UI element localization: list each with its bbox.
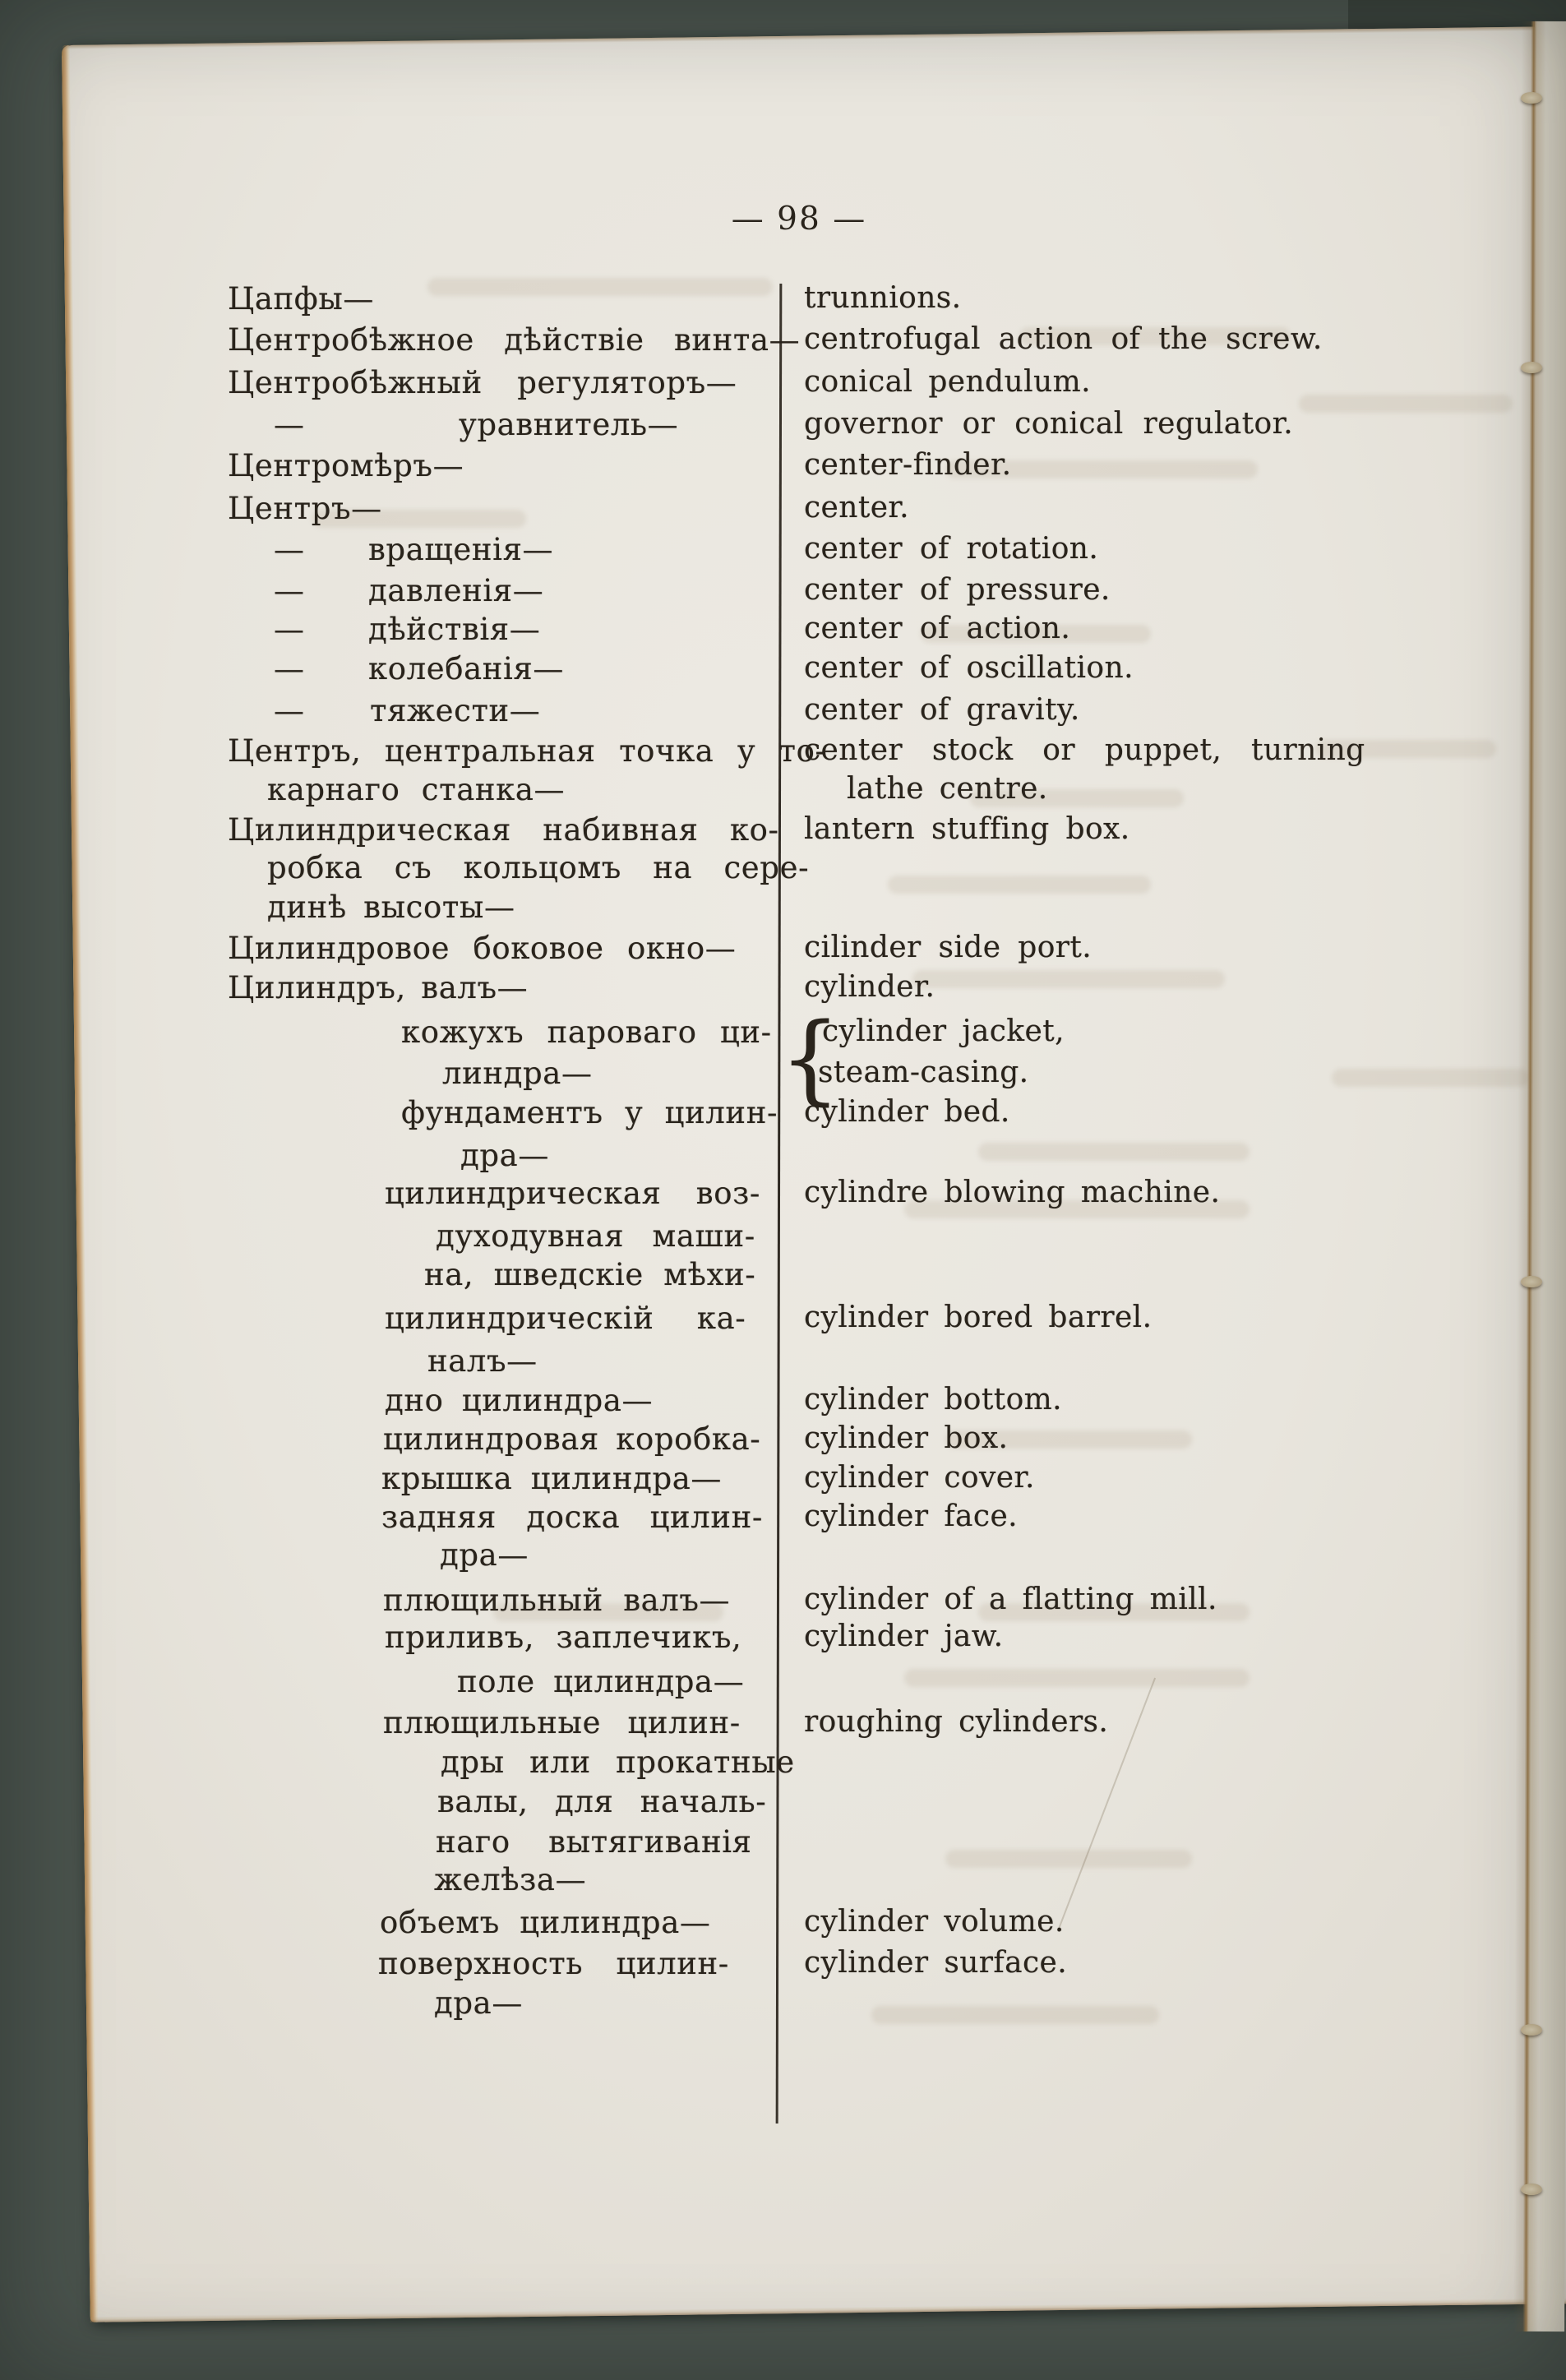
russian-term: Центробѣжное дѣйствіе винта— bbox=[228, 322, 801, 358]
russian-term: — bbox=[274, 407, 305, 442]
russian-term: Цапфы— bbox=[228, 281, 374, 317]
russian-term: колебанія— bbox=[368, 651, 564, 686]
english-translation: center of oscillation. bbox=[804, 651, 1134, 685]
russian-term: наго вытягиванія bbox=[436, 1824, 752, 1860]
english-translation: cylinder surface. bbox=[804, 1946, 1068, 1980]
english-translation: cylinder of a flatting mill. bbox=[804, 1583, 1217, 1616]
english-translation: center. bbox=[804, 491, 909, 525]
entry-brace: { bbox=[779, 1001, 842, 1115]
russian-term: Центръ, центральная точка у то- bbox=[228, 733, 826, 769]
english-translation: cylinder face. bbox=[804, 1500, 1019, 1533]
russian-term: дра— bbox=[440, 1537, 529, 1573]
russian-term: плющильный валъ— bbox=[383, 1583, 731, 1618]
russian-term: плющильные цилин- bbox=[383, 1705, 741, 1740]
russian-term: Центръ— bbox=[228, 491, 382, 526]
russian-term: цилиндрическій ка- bbox=[385, 1301, 746, 1336]
russian-term: робка съ кольцомъ на сере- bbox=[267, 850, 810, 885]
english-translation: cylinder. bbox=[804, 970, 935, 1004]
russian-term: линдра— bbox=[442, 1056, 593, 1091]
russian-term: объемъ цилиндра— bbox=[380, 1905, 711, 1940]
english-translation: center of gravity. bbox=[804, 693, 1080, 727]
russian-term: налъ— bbox=[427, 1343, 538, 1379]
russian-term: Цилиндръ, валъ— bbox=[228, 970, 529, 1005]
russian-term: — bbox=[274, 532, 305, 567]
russian-term: Цилиндровое боковое окно— bbox=[228, 931, 737, 966]
russian-term: карнаго станка— bbox=[267, 772, 566, 807]
english-translation: center of action. bbox=[804, 612, 1071, 645]
russian-term: — bbox=[274, 612, 305, 647]
russian-term: дры или прокатные bbox=[441, 1745, 795, 1780]
english-translation: cylinder bored barrel. bbox=[804, 1301, 1153, 1334]
english-translation: governor or conical regulator. bbox=[804, 407, 1294, 441]
english-translation: center-finder. bbox=[804, 448, 1012, 482]
russian-term: поверхность цилин- bbox=[378, 1946, 729, 1981]
english-translation: steam-casing. bbox=[818, 1056, 1029, 1089]
russian-term: на, шведскіе мѣхи- bbox=[424, 1257, 756, 1292]
english-translation: cylinder jacket, bbox=[822, 1014, 1065, 1048]
english-translation: centrofugal action of the screw. bbox=[804, 322, 1323, 356]
russian-term: крышка цилиндра— bbox=[381, 1461, 723, 1496]
english-translation: cylinder bottom. bbox=[804, 1383, 1063, 1416]
english-translation: cylinder box. bbox=[804, 1421, 1009, 1455]
russian-term: валы, для началь- bbox=[437, 1784, 767, 1819]
russian-term: динѣ высоты— bbox=[267, 890, 515, 925]
russian-term: уравнитель— bbox=[459, 407, 679, 442]
russian-term: давленія— bbox=[368, 573, 544, 608]
russian-term: задняя доска цилин- bbox=[381, 1500, 764, 1535]
russian-term: тяжести— bbox=[370, 693, 541, 728]
russian-term: — bbox=[274, 651, 305, 686]
english-translation: cilinder side port. bbox=[804, 931, 1093, 964]
russian-term: Цилиндрическая набивная ко- bbox=[228, 812, 779, 848]
english-translation: lantern stuffing box. bbox=[804, 812, 1130, 846]
english-translation: roughing cylinders. bbox=[804, 1705, 1109, 1739]
english-translation: conical pendulum. bbox=[804, 365, 1091, 399]
russian-term: цилиндровая коробка- bbox=[383, 1421, 761, 1457]
russian-term: фундаментъ у цилин- bbox=[401, 1095, 778, 1130]
russian-term: цилиндрическая воз- bbox=[385, 1176, 760, 1211]
russian-term: дра— bbox=[434, 1985, 523, 2021]
russian-term: приливъ, заплечикъ, bbox=[385, 1620, 742, 1655]
russian-term: желѣза— bbox=[434, 1862, 587, 1897]
english-translation: center stock or puppet, turning bbox=[804, 733, 1365, 767]
english-translation: center of pressure. bbox=[804, 573, 1111, 607]
russian-term: Центробѣжный регуляторъ— bbox=[228, 365, 737, 400]
russian-term: дно цилиндра— bbox=[385, 1383, 654, 1418]
column-divider-rule bbox=[776, 284, 783, 2124]
english-translation: cylinder jaw. bbox=[804, 1620, 1004, 1653]
english-translation: trunnions. bbox=[804, 281, 962, 315]
russian-term: поле цилиндра— bbox=[457, 1664, 745, 1699]
russian-term: духодувная маши- bbox=[436, 1218, 755, 1254]
english-translation: cylinder bed. bbox=[804, 1095, 1010, 1129]
russian-term: — bbox=[274, 693, 305, 728]
russian-term: Центромѣръ— bbox=[228, 448, 464, 483]
russian-term: кожухъ пароваго ци- bbox=[401, 1014, 772, 1050]
english-translation: cylinder cover. bbox=[804, 1461, 1035, 1495]
page-number-header: — 98 — bbox=[731, 201, 867, 238]
english-translation: cylinder volume. bbox=[804, 1905, 1065, 1939]
russian-term: — bbox=[274, 573, 305, 608]
russian-term: дра— bbox=[460, 1138, 549, 1173]
english-translation: cylindre blowing machine. bbox=[804, 1176, 1221, 1209]
russian-term: дѣйствія— bbox=[368, 612, 541, 647]
russian-term: вращенія— bbox=[368, 532, 554, 567]
english-translation: center of rotation. bbox=[804, 532, 1099, 566]
english-translation: lathe centre. bbox=[847, 772, 1048, 806]
